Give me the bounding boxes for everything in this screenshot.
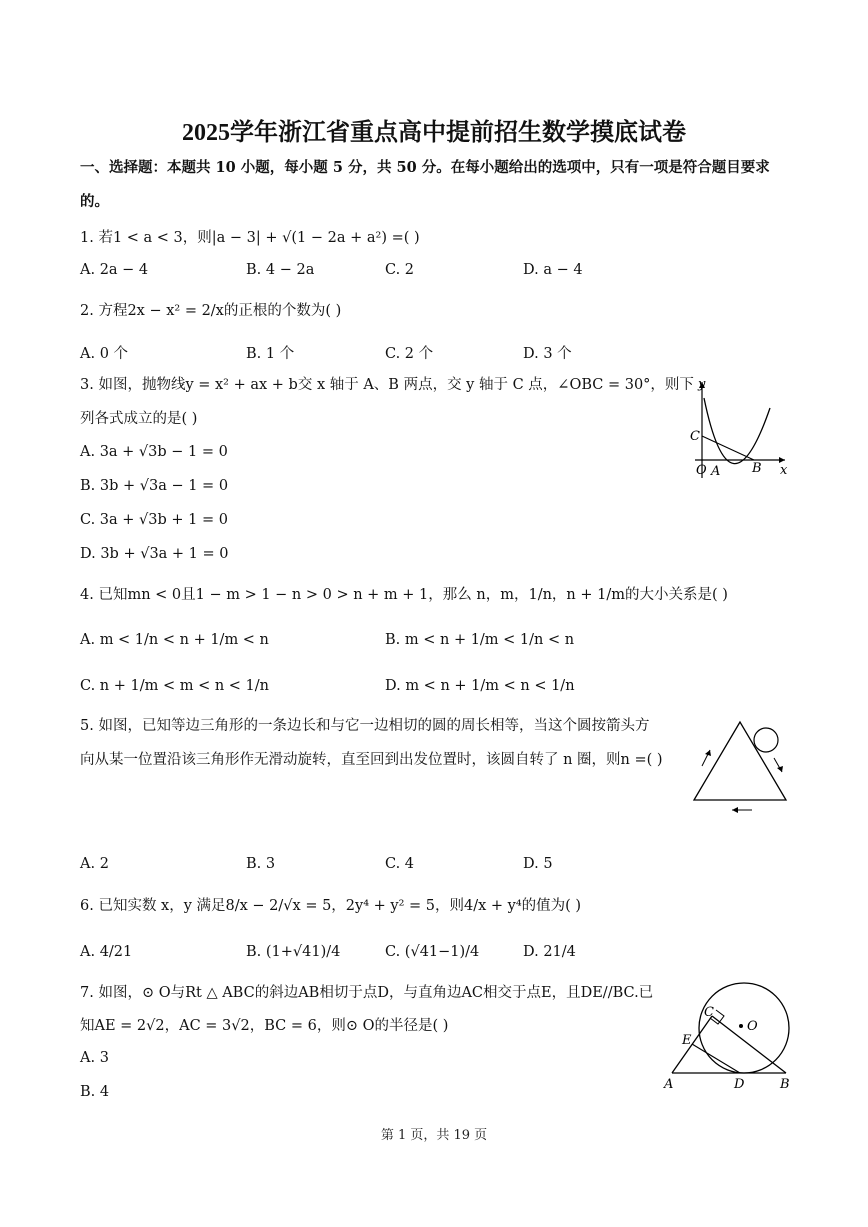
question-3-figure-label-c: C xyxy=(690,429,700,444)
section-heading-line-1: 一、选择题：本题共 10 小题，每小题 5 分，共 50 分。在每小题给出的选项中，只有一项是符合题目要求 xyxy=(80,159,770,176)
question-7-circle-triangle-figure xyxy=(658,976,798,1094)
question-7-stem-line-1: 7. 如图，⊙ O与Rt △ ABC的斜边AB相切于点D，与直角边AC相交于点E，且DE//BC.已 xyxy=(80,985,654,1001)
question-7-option-a: A. 3 xyxy=(80,1050,109,1066)
question-4-option-d: D. m < n + 1/m < n < 1/n xyxy=(385,678,575,694)
question-2-option-c: C. 2 个 xyxy=(385,346,434,362)
question-1-stem: 1. 若1 < a < 3，则|a − 3| + √(1 − 2a + a²) =( ) xyxy=(80,230,420,246)
question-1-option-d: D. a − 4 xyxy=(523,262,583,278)
question-1-option-b: B. 4 − 2a xyxy=(246,262,315,278)
question-6-option-b: B. (1+√41)/4 xyxy=(246,944,341,960)
question-4-stem: 4. 已知mn < 0且1 − m > 1 − n > 0 > n + m + 1，那么 n，m，1/n，n + 1/m的大小关系是( ) xyxy=(80,587,728,603)
question-7-figure-label-a: A xyxy=(664,1077,674,1092)
question-7-figure-label-b: B xyxy=(780,1077,790,1092)
question-4-option-b: B. m < n + 1/m < 1/n < n xyxy=(385,632,575,648)
question-3-option-c: C. 3a + √3b + 1 = 0 xyxy=(80,512,228,528)
question-5-stem-line-1: 5. 如图，已知等边三角形的一条边长和与它一边相切的圆的周长相等，当这个圆按箭头方 xyxy=(80,718,650,734)
question-6-option-d: D. 21/4 xyxy=(523,944,576,960)
question-3-figure-label-y: y xyxy=(698,377,706,392)
question-2-option-b: B. 1 个 xyxy=(246,346,295,362)
question-3-parabola-figure xyxy=(690,374,790,482)
question-3-figure-label-a: A xyxy=(711,464,721,479)
question-4-option-a: A. m < 1/n < n + 1/m < n xyxy=(80,632,269,648)
question-5-option-c: C. 4 xyxy=(385,856,415,872)
question-2-stem: 2. 方程2x − x² = 2/x的正根的个数为( ) xyxy=(80,303,342,319)
section-heading-line-2: 的。 xyxy=(80,193,109,210)
question-3-stem-line-1: 3. 如图，抛物线y = x² + ax + b交 x 轴于 A、B 两点，交 y 轴于 C 点，∠OBC = 30°，则下 xyxy=(80,377,694,393)
question-5-option-d: D. 5 xyxy=(523,856,553,872)
question-7-figure-label-e: E xyxy=(682,1033,692,1048)
question-7-option-b: B. 4 xyxy=(80,1084,110,1100)
question-2-option-d: D. 3 个 xyxy=(523,346,572,362)
question-3-figure-label-o: O xyxy=(696,463,707,478)
question-3-stem-line-2: 列各式成立的是( ) xyxy=(80,411,198,427)
question-3-figure-label-b: B xyxy=(752,461,762,476)
question-7-figure-label-c: C xyxy=(704,1005,714,1020)
question-4-option-c: C. n + 1/m < m < n < 1/n xyxy=(80,678,270,694)
question-2-option-a: A. 0 个 xyxy=(80,346,129,362)
question-1-option-a: A. 2a − 4 xyxy=(80,262,149,278)
question-7-figure-label-d: D xyxy=(734,1077,745,1092)
question-5-option-a: A. 2 xyxy=(80,856,109,872)
question-5-option-b: B. 3 xyxy=(246,856,276,872)
question-6-option-c: C. (√41−1)/4 xyxy=(385,944,480,960)
question-3-figure-label-x: x xyxy=(780,463,788,478)
question-3-option-b: B. 3b + √3a − 1 = 0 xyxy=(80,478,229,494)
page-title: 2025学年浙江省重点高中提前招生数学摸底试卷 xyxy=(182,120,686,146)
question-7-stem-line-2: 知AE = 2√2，AC = 3√2，BC = 6，则⊙ O的半径是( ) xyxy=(80,1018,449,1034)
question-7-figure-label-o: O xyxy=(747,1019,758,1034)
question-6-stem: 6. 已知实数 x，y 满足8/x − 2/√x = 5，2y⁴ + y² = 5，则4/x + y⁴的值为( ) xyxy=(80,898,582,914)
question-5-stem-line-2: 向从某一位置沿该三角形作无滑动旋转，直至回到出发位置时，该圆自转了 n 圈，则n =( ) xyxy=(80,752,663,768)
question-5-triangle-figure xyxy=(686,716,794,818)
question-3-option-a: A. 3a + √3b − 1 = 0 xyxy=(80,444,228,460)
page-footer: 第 1 页，共 19 页 xyxy=(380,1128,488,1143)
question-6-option-a: A. 4/21 xyxy=(80,944,133,960)
question-1-option-c: C. 2 xyxy=(385,262,415,278)
question-3-option-d: D. 3b + √3a + 1 = 0 xyxy=(80,546,229,562)
